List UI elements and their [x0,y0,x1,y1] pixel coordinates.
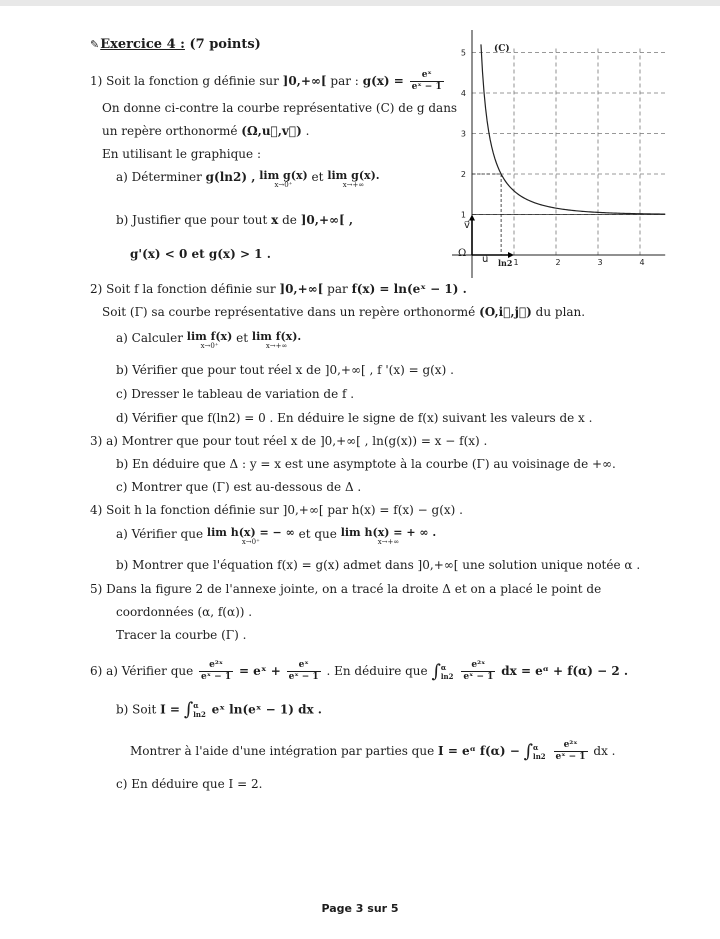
q6-a: 6) a) Vérifier que $\frac{\text{e²ˣ}}{\text{eˣ − 1}}$ = eˣ + $\frac{\text{eˣ}}{\text{eˣ − 1}}$ . En déduire que ∫ α ln2 $\frac{\text{e²ˣ}}{\text{eˣ − 1}}$ dx = eᵅ + f(α) − 2 . [90,660,629,682]
q1-b-inequality: g'(x) < 0 et g(x) > 1 . [130,247,271,261]
q6-b-show: Montrer à l'aide d'une intégration par parties que I = eᵅ f(α) − ∫ α ln2 $\frac{\text{e²ˣ}}{\text{eˣ − 1}}$ dx . [130,740,616,762]
v-vector-label: v⃗ [464,220,470,231]
pencil-icon: ✎ [90,38,100,51]
ln2-label: ln2 [498,258,513,268]
x-tick-label: 2 [555,258,561,267]
q1-line4: En utilisant le graphique : [102,147,261,161]
y-tick-label: 1 [460,210,466,220]
q1-line1: 1) Soit la fonction g définie sur ]0,+∞[ par : g(x) = $\frac{\text{eˣ}}{\text{eˣ − 1}}$ [90,70,442,92]
x-tick-label: 1 [513,258,519,267]
q3-c: c) Montrer que (Γ) est au-dessous de Δ . [116,480,362,494]
integral-sign: ∫ [183,699,194,720]
y-tick-label: 4 [460,89,466,98]
graph-figure [452,30,692,280]
page-top-edge [0,0,720,6]
q1-a: a) Déterminer g(ln2) , lim g(x) x→0⁺ et lim g(x). x→+∞ [116,169,380,189]
q2-c: c) Dresser le tableau de variation de f . [116,387,355,401]
q2-line1: 2) Soit f la fonction définie sur ]0,+∞[ par f(x) = ln(eˣ − 1) . [90,282,467,296]
q2-b: b) Vérifier que pour tout réel x de ]0,+∞[ , f '(x) = g(x) . [116,363,454,377]
page-number: Page 3 sur 5 [321,902,399,915]
curve-label: (C) [494,44,510,54]
origin-label: Ω [458,248,467,259]
q2-d: d) Vérifier que f(ln2) = 0 . En déduire le signe de f(x) suivant les valeurs de x . [116,411,593,425]
q5-line3: Tracer la courbe (Γ) . [116,628,247,642]
q2-line2: Soit (Γ) sa courbe représentative dans un repère orthonormé (O,i⃗,j⃗) du plan. [102,305,586,319]
x-tick-label: 3 [597,258,603,267]
y-tick-label: 5 [460,48,466,58]
u-vector-label: u⃗ [482,254,489,265]
graph-svg [452,30,692,280]
q5-line1: 5) Dans la figure 2 de l'annexe jointe, on a tracé la droite Δ et on a placé le point de [90,582,602,596]
exercise-title: Exercice 4 : [100,37,185,52]
q6-c: c) En déduire que I = 2. [116,777,263,791]
exercise-points: (7 points) [189,37,261,52]
g-fraction: $\frac{\text{eˣ}}{\text{eˣ − 1}}$ [411,70,442,92]
q3-a: 3) a) Montrer que pour tout réel x de ]0,+∞[ , ln(g(x)) = x − f(x) . [90,434,488,448]
q1-b: b) Justifier que pour tout x de ]0,+∞[ , [116,213,354,227]
q4-intro: 4) Soit h la fonction définie sur ]0,+∞[ par h(x) = f(x) − g(x) . [90,503,463,517]
y-tick-label: 2 [460,170,466,179]
q6-b: b) Soit I = ∫ α ln2 eˣ ln(eˣ − 1) dx . [116,699,322,720]
q5-line2: coordonnées (α, f(α)) . [116,605,253,619]
q1-line3: un repère orthonormé (Ω,u⃗,v⃗) . [102,124,310,138]
exercise-heading [90,38,261,52]
q3-b: b) En déduire que Δ : y = x est une asymptote à la courbe (Γ) au voisinage de +∞. [116,457,616,471]
q2-a: a) Calculer lim f(x) x→0⁺ et lim f(x). x→+∞ [116,330,302,350]
integral-sign: ∫ [431,660,441,682]
q1-line2: On donne ci-contre la courbe représentative (C) de g dans [102,101,458,115]
q4-b: b) Montrer que l'équation f(x) = g(x) admet dans ]0,+∞[ une solution unique notée α . [116,558,641,572]
x-tick-label: 4 [639,258,645,267]
integral-sign: ∫ [523,740,534,762]
y-tick-label: 3 [460,129,466,139]
q4-a: a) Vérifier que lim h(x) = − ∞ x→0⁺ et que lim h(x) = + ∞ . x→+∞ [116,526,437,546]
curve-c [481,44,665,214]
